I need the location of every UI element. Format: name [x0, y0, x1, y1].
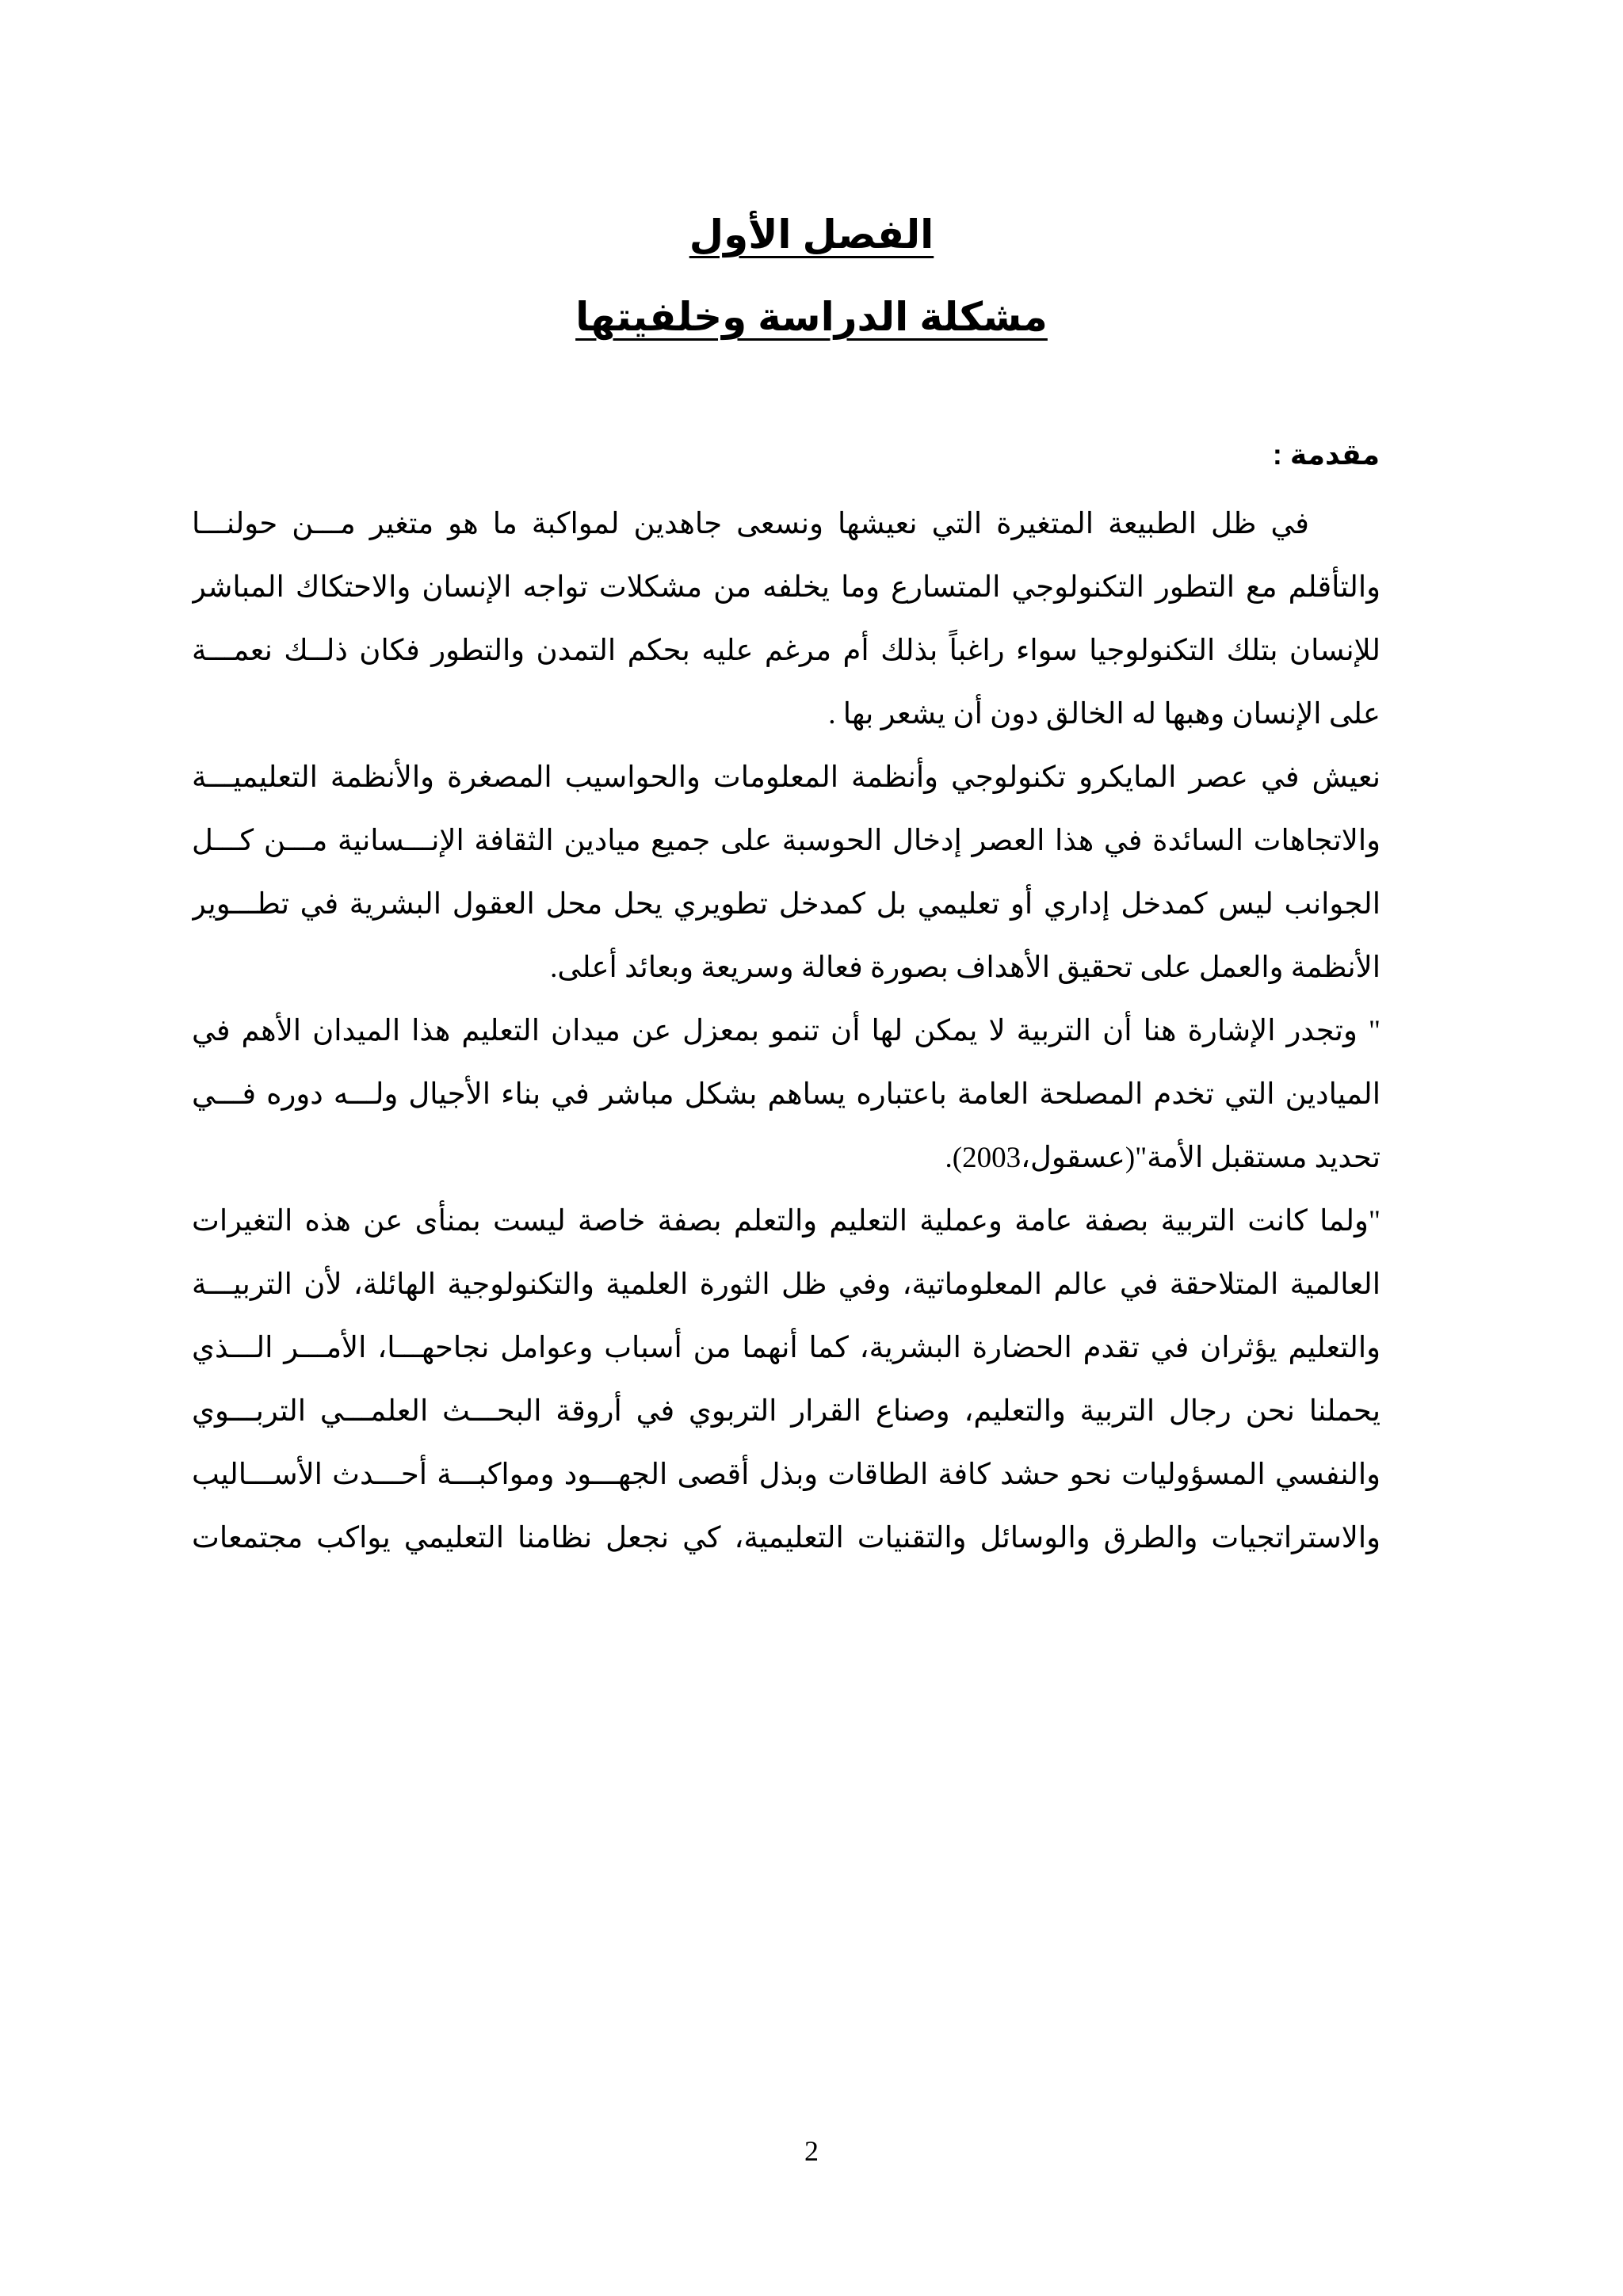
paragraph — [192, 1190, 1381, 1570]
text-line: والتعليم يؤثران في تقدم الحضارة البشرية، كما أنهما من أسباب وعوامل نجاحهـــا، الأمـــر الـــذي — [192, 1332, 1381, 1364]
text-line: العالمية المتلاحقة في عالم المعلوماتية، وفي ظل الثورة العلمية والتكنولوجية الهائلة، لأن التربيـــة — [192, 1268, 1381, 1301]
text-line: والنفسي المسؤوليات نحو حشد كافة الطاقات وبذل أقصى الجهـــود ومواكبـــة أحـــدث الأســـاليب — [192, 1459, 1381, 1491]
paragraph — [192, 1000, 1381, 1190]
chapter-title: الفصل الأول — [689, 212, 934, 257]
text-line: والاستراتجيات والطرق والوسائل والتقنيات التعليمية، كي نجعل نظامنا التعليمي يواكب مجتمعات — [192, 1522, 1381, 1554]
text-line: الجوانب ليس كمدخل إداري أو تعليمي بل كمدخل تطويري يحل محل العقول البشرية في تطـــوير — [192, 888, 1381, 921]
text-line: والتأقلم مع التطور التكنولوجي المتسارع وما يخلفه من مشكلات تواجه الإنسان والاحتكاك المباشر — [192, 571, 1381, 604]
text-line: الأنظمة والعمل على تحقيق الأهداف بصورة فعالة وسريعة وبعائد أعلى. — [550, 952, 1381, 984]
paragraph — [192, 746, 1381, 1000]
section-heading: مقدمة : — [1272, 438, 1380, 471]
page-number: 2 — [804, 2135, 819, 2167]
text-line: "ولما كانت التربية بصفة عامة وعملية التعليم والتعلم بصفة خاصة ليست بمنأى عن هذه التغيرات — [192, 1205, 1381, 1238]
paragraph — [192, 493, 1381, 746]
text-line: تحديد مستقبل الأمة"(عسقول،2003). — [945, 1142, 1381, 1174]
text-line: في ظل الطبيعة المتغيرة التي نعيشها ونسعى جاهدين لمواكبة ما هو متغير مـــن حولنـــا — [192, 508, 1309, 540]
chapter-subtitle: مشكلة الدراسة وخلفيتها — [575, 295, 1048, 339]
text-line: نعيش في عصر المايكرو تكنولوجي وأنظمة المعلومات والحواسيب المصغرة والأنظمة التعليميـــة — [192, 761, 1381, 794]
text-line: " وتجدر الإشارة هنا أن التربية لا يمكن لها أن تنمو بمعزل عن ميدان التعليم هذا الميدان الأهم في — [192, 1015, 1381, 1047]
text-line: يحملنا نحن رجال التربية والتعليم، وصناع القرار التربوي في أروقة البحـــث العلمـــي التربـــوي — [192, 1395, 1381, 1428]
text-line: الميادين التي تخدم المصلحة العامة باعتباره يساهم بشكل مباشر في بناء الأجيال ولـــه دوره فـــي — [192, 1078, 1381, 1111]
text-line: على الإنسان وهبها له الخالق دون أن يشعر بها . — [828, 698, 1381, 730]
text-line: والاتجاهات السائدة في هذا العصر إدخال الحوسبة على جميع ميادين الثقافة الإنـــسانية مـــن كـــل — [192, 825, 1381, 857]
text-line: للإنسان بتلك التكنولوجيا سواء راغباً بذلك أم مرغم عليه بحكم التمدن والتطور فكان ذلــك نعمـــة — [192, 635, 1381, 667]
body-text — [192, 493, 1381, 1570]
